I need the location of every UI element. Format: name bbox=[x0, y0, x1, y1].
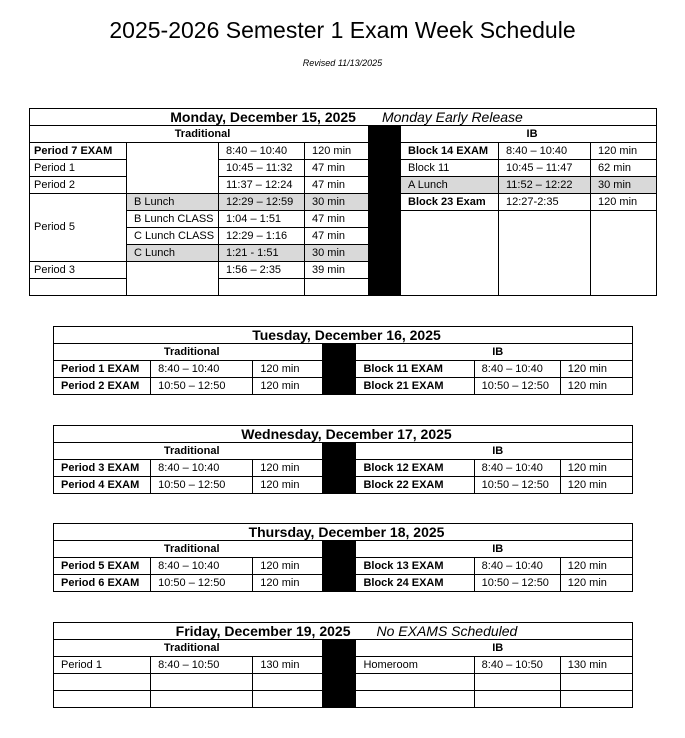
time-cell: 8:40 – 10:40 bbox=[151, 558, 253, 575]
empty-cell bbox=[253, 674, 323, 691]
tuesday-header bbox=[54, 327, 633, 344]
tuesday-ib-label: IB bbox=[356, 344, 633, 361]
duration-cell: 120 min bbox=[305, 143, 369, 160]
monday-note: Monday Early Release bbox=[381, 108, 523, 125]
friday-table bbox=[53, 622, 633, 708]
block-name: Block 11 EXAM bbox=[356, 361, 474, 378]
empty-cell bbox=[54, 691, 151, 708]
duration-cell: 120 min bbox=[591, 194, 657, 211]
time-cell: 1:04 – 1:51 bbox=[219, 211, 305, 228]
period-name: Period 6 EXAM bbox=[54, 575, 151, 592]
time-cell: 10:50 – 12:50 bbox=[474, 575, 560, 592]
time-cell: 8:40 – 10:50 bbox=[151, 657, 253, 674]
duration-cell: 30 min bbox=[305, 245, 369, 262]
period-name: Period 2 EXAM bbox=[54, 378, 151, 395]
duration-cell: 30 min bbox=[305, 194, 369, 211]
duration-cell: 130 min bbox=[253, 657, 323, 674]
period-name: Period 5 bbox=[30, 194, 127, 262]
duration-cell: 120 min bbox=[253, 575, 323, 592]
period-name: Period 1 bbox=[30, 160, 127, 177]
divider-bar bbox=[323, 541, 356, 592]
time-cell: 1:21 - 1:51 bbox=[219, 245, 305, 262]
time-cell: 8:40 – 10:40 bbox=[151, 460, 253, 477]
duration-cell: 120 min bbox=[560, 460, 632, 477]
time-cell: 8:40 – 10:40 bbox=[151, 361, 253, 378]
time-cell: 8:40 – 10:40 bbox=[474, 361, 560, 378]
empty-cell bbox=[305, 279, 369, 296]
empty-cell bbox=[401, 211, 499, 296]
time-cell: 12:29 – 1:16 bbox=[219, 228, 305, 245]
block-name: Block 21 EXAM bbox=[356, 378, 474, 395]
period-name: Period 2 bbox=[30, 177, 127, 194]
empty-cell bbox=[560, 674, 632, 691]
period-name: Period 1 bbox=[54, 657, 151, 674]
friday-note: No EXAMS Scheduled bbox=[376, 622, 518, 639]
empty-cell bbox=[499, 211, 591, 296]
time-cell: 10:50 – 12:50 bbox=[474, 477, 560, 494]
time-cell: 8:40 – 10:40 bbox=[474, 460, 560, 477]
duration-cell: 120 min bbox=[560, 378, 632, 395]
empty-cell bbox=[253, 691, 323, 708]
wednesday-table bbox=[53, 425, 633, 494]
duration-cell: 120 min bbox=[253, 378, 323, 395]
tuesday-date: Tuesday, December 16, 2025 bbox=[252, 326, 441, 343]
period-name: Period 1 EXAM bbox=[54, 361, 151, 378]
wednesday-ib-label: IB bbox=[356, 443, 633, 460]
monday-date: Monday, December 15, 2025 bbox=[170, 108, 356, 125]
empty-cell bbox=[591, 211, 657, 296]
time-cell: 12:29 – 12:59 bbox=[219, 194, 305, 211]
empty-cell bbox=[151, 691, 253, 708]
block-name: Block 12 EXAM bbox=[356, 460, 474, 477]
empty-cell bbox=[474, 691, 560, 708]
empty-cell bbox=[30, 279, 127, 296]
block-name: Block 13 EXAM bbox=[356, 558, 474, 575]
wednesday-date: Wednesday, December 17, 2025 bbox=[241, 425, 452, 442]
wednesday-trad-label: Traditional bbox=[54, 443, 323, 460]
thursday-ib-label: IB bbox=[356, 541, 633, 558]
duration-cell: 120 min bbox=[560, 558, 632, 575]
time-cell: 8:40 – 10:40 bbox=[474, 558, 560, 575]
time-cell: 12:27-2:35 bbox=[499, 194, 591, 211]
period-name: Period 3 EXAM bbox=[54, 460, 151, 477]
time-cell: 10:50 – 12:50 bbox=[151, 378, 253, 395]
block-name: A Lunch bbox=[401, 177, 499, 194]
duration-cell: 47 min bbox=[305, 177, 369, 194]
time-cell: 11:37 – 12:24 bbox=[219, 177, 305, 194]
lunch-sub: C Lunch CLASS bbox=[127, 228, 219, 245]
empty-cell bbox=[474, 674, 560, 691]
divider-bar bbox=[323, 344, 356, 395]
divider-bar bbox=[323, 443, 356, 494]
empty-cell bbox=[356, 674, 474, 691]
thursday-header bbox=[54, 524, 633, 541]
duration-cell: 47 min bbox=[305, 228, 369, 245]
duration-cell: 120 min bbox=[253, 558, 323, 575]
time-cell: 8:40 – 10:40 bbox=[499, 143, 591, 160]
tuesday-trad-label: Traditional bbox=[54, 344, 323, 361]
duration-cell: 30 min bbox=[591, 177, 657, 194]
divider-bar bbox=[369, 126, 401, 296]
period-name: Period 4 EXAM bbox=[54, 477, 151, 494]
time-cell: 10:45 – 11:47 bbox=[499, 160, 591, 177]
duration-cell: 120 min bbox=[253, 361, 323, 378]
empty-cell bbox=[151, 674, 253, 691]
friday-ib-label: IB bbox=[356, 640, 633, 657]
duration-cell: 120 min bbox=[560, 361, 632, 378]
lunch-sub: B Lunch bbox=[127, 194, 219, 211]
friday-date: Friday, December 19, 2025 bbox=[175, 622, 351, 639]
lunch-sub: C Lunch bbox=[127, 245, 219, 262]
duration-cell: 120 min bbox=[591, 143, 657, 160]
revised-date: Revised 11/13/2025 bbox=[302, 58, 383, 68]
monday-header bbox=[30, 109, 657, 126]
friday-trad-label: Traditional bbox=[54, 640, 323, 657]
page-title: 2025-2026 Semester 1 Exam Week Schedule bbox=[109, 17, 576, 43]
time-cell: 8:40 – 10:40 bbox=[219, 143, 305, 160]
block-name: Block 22 EXAM bbox=[356, 477, 474, 494]
duration-cell: 62 min bbox=[591, 160, 657, 177]
time-cell: 10:50 – 12:50 bbox=[151, 477, 253, 494]
block-name: Block 14 EXAM bbox=[401, 143, 499, 160]
period-name: Period 5 EXAM bbox=[54, 558, 151, 575]
duration-cell: 39 min bbox=[305, 262, 369, 279]
monday-table bbox=[29, 108, 657, 296]
thursday-date: Thursday, December 18, 2025 bbox=[248, 523, 445, 540]
duration-cell: 47 min bbox=[305, 211, 369, 228]
duration-cell: 47 min bbox=[305, 160, 369, 177]
divider-bar bbox=[323, 640, 356, 708]
wednesday-header bbox=[54, 426, 633, 443]
duration-cell: 120 min bbox=[560, 477, 632, 494]
friday-header bbox=[54, 623, 633, 640]
empty-cell bbox=[356, 691, 474, 708]
time-cell: 10:45 – 11:32 bbox=[219, 160, 305, 177]
empty-cell bbox=[219, 279, 305, 296]
empty-cell bbox=[54, 674, 151, 691]
empty-cell bbox=[560, 691, 632, 708]
duration-cell: 120 min bbox=[253, 460, 323, 477]
thursday-trad-label: Traditional bbox=[54, 541, 323, 558]
block-name: Homeroom bbox=[356, 657, 474, 674]
block-name: Block 11 bbox=[401, 160, 499, 177]
duration-cell: 120 min bbox=[253, 477, 323, 494]
time-cell: 8:40 – 10:50 bbox=[474, 657, 560, 674]
time-cell: 1:56 – 2:35 bbox=[219, 262, 305, 279]
time-cell: 11:52 – 12:22 bbox=[499, 177, 591, 194]
time-cell: 10:50 – 12:50 bbox=[474, 378, 560, 395]
duration-cell: 120 min bbox=[560, 575, 632, 592]
period-name: Period 3 bbox=[30, 262, 127, 279]
tuesday-table bbox=[53, 326, 633, 395]
empty-cell bbox=[127, 143, 219, 194]
block-name: Block 23 Exam bbox=[401, 194, 499, 211]
monday-ib-label: IB bbox=[401, 126, 657, 143]
period-name: Period 7 EXAM bbox=[30, 143, 127, 160]
thursday-table bbox=[53, 523, 633, 592]
monday-trad-label: Traditional bbox=[30, 126, 369, 143]
block-name: Block 24 EXAM bbox=[356, 575, 474, 592]
time-cell: 10:50 – 12:50 bbox=[151, 575, 253, 592]
lunch-sub: B Lunch CLASS bbox=[127, 211, 219, 228]
empty-cell bbox=[127, 262, 219, 296]
duration-cell: 130 min bbox=[560, 657, 632, 674]
